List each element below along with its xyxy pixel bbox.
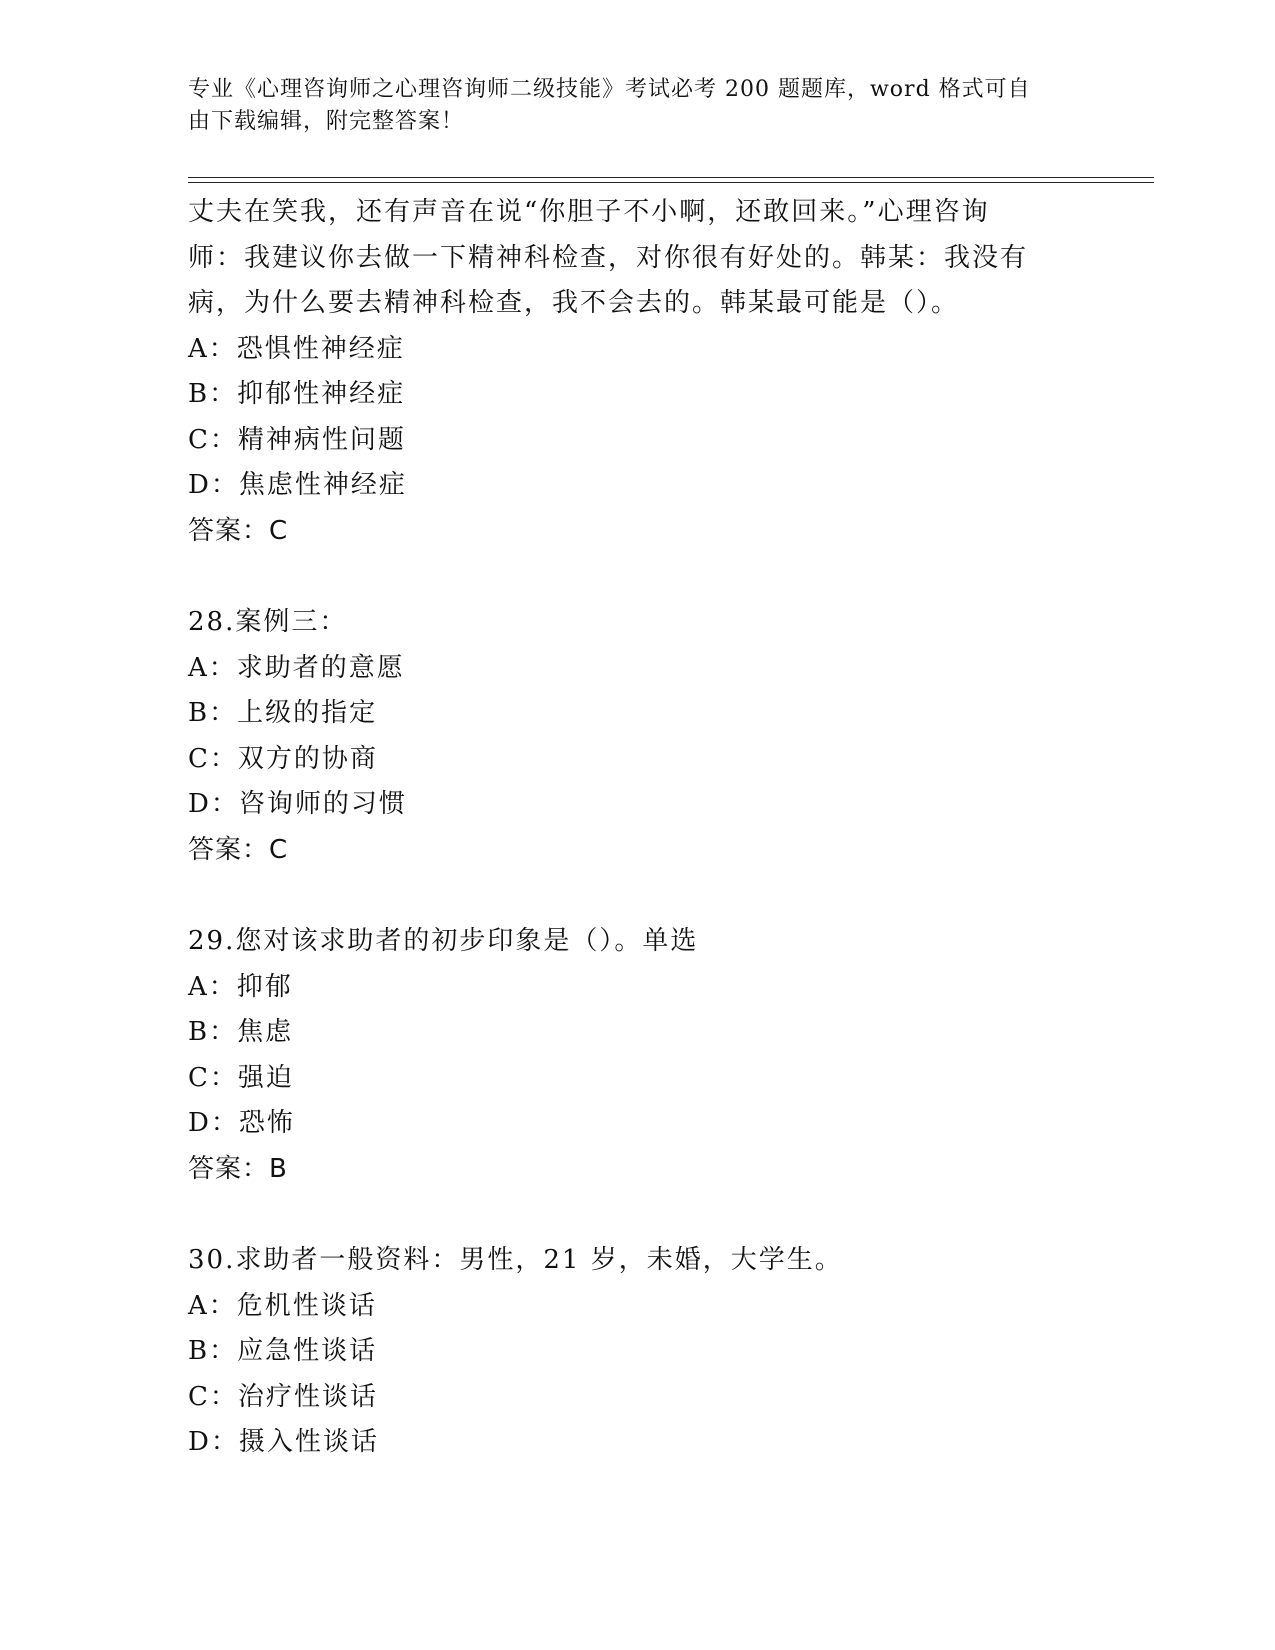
option-b: B：应急性谈话	[188, 1336, 378, 1366]
question-stem: 29.您对该求助者的初步印象是（）。单选	[188, 926, 699, 956]
option-d: D：焦虑性神经症	[188, 470, 407, 500]
question-stem: 28.案例三：	[188, 607, 348, 637]
option-d: D：咨询师的习惯	[188, 789, 407, 819]
question-text-line: 丈夫在笑我，还有声音在说“你胆子不小啊，还敢回来。”心理咨询	[188, 197, 990, 227]
question-27-continued	[188, 190, 1088, 554]
option-a: A：抑郁	[188, 971, 293, 1002]
answer-line: 答案：B	[188, 1153, 288, 1184]
header-line-2: 由下载编辑，附完整答案！	[188, 109, 465, 134]
spacer	[188, 873, 1088, 919]
question-28	[188, 600, 1088, 873]
option-a: A：恐惧性神经症	[188, 333, 405, 364]
option-a: A：求助者的意愿	[188, 652, 405, 683]
option-a: A：危机性谈话	[188, 1290, 377, 1321]
option-d: D：摄入性谈话	[188, 1427, 379, 1457]
answer-line: 答案：C	[188, 834, 289, 865]
option-c: C：强迫	[188, 1062, 294, 1093]
spacer	[188, 1192, 1088, 1238]
question-list	[188, 190, 1088, 1466]
option-b: B：焦虑	[188, 1017, 294, 1047]
question-30	[188, 1238, 1088, 1466]
option-c: C：治疗性谈话	[188, 1381, 378, 1412]
option-c: C：精神病性问题	[188, 424, 406, 455]
spacer	[188, 554, 1088, 600]
option-d: D：恐怖	[188, 1108, 295, 1138]
option-b: B：上级的指定	[188, 698, 378, 728]
header-divider-bottom	[188, 182, 1154, 183]
header-divider-top	[188, 177, 1154, 178]
answer-line: 答案：C	[188, 515, 289, 546]
question-text-line: 病，为什么要去精神科检查，我不会去的。韩某最可能是（）。	[188, 288, 960, 318]
question-text-line: 师：我建议你去做一下精神科检查，对你很有好处的。韩某：我没有	[188, 242, 1029, 273]
question-29	[188, 919, 1088, 1192]
option-b: B：抑郁性神经症	[188, 379, 406, 409]
option-c: C：双方的协商	[188, 743, 378, 774]
document-header	[188, 74, 1088, 138]
header-line-1: 专业《心理咨询师之心理咨询师二级技能》考试必考 200 题题库，word 格式可自	[188, 77, 1031, 102]
question-stem: 30.求助者一般资料：男性，21 岁，未婚，大学生。	[188, 1245, 843, 1275]
